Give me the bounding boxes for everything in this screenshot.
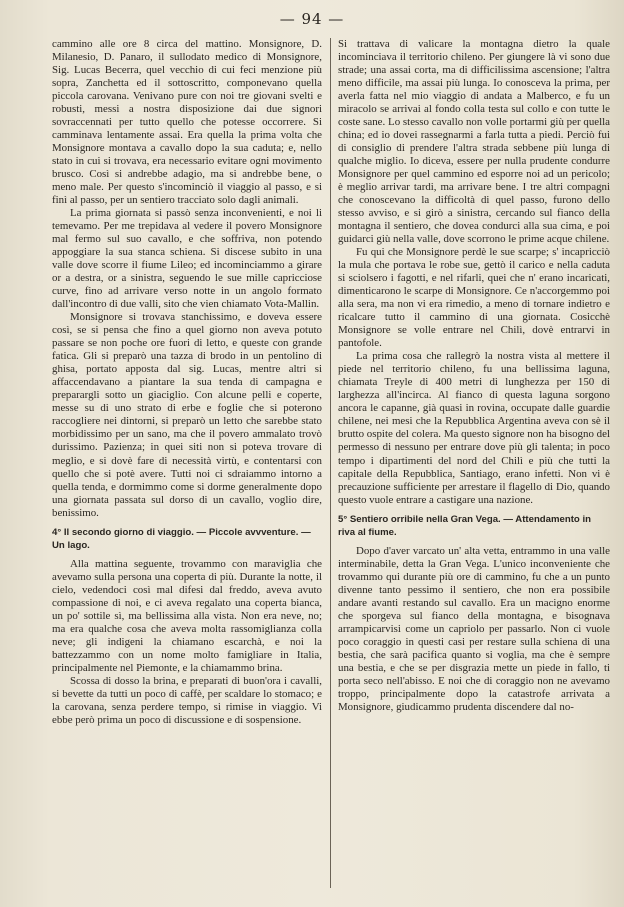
section-heading-4: 4° Il secondo giorno di viaggio. — Piccole avvventure. — Un lago. (52, 526, 311, 551)
paragraph: Monsignore si trovava stanchissimo, e doveva essere così, se si pensa che fino a quel giorno non aveva potuto passare se non poche ore fuori di letto, e queste con grande fatica. Gli si preparò una tazza di brodo in un pentolino di ghisa, portato apposta dal sig. Lucas, mentre altri si affaccendavano a piantare la sua tenda di campagna e preparargli sotto un giaciglio. Con alcune pelli e coperte, messe su di uno strato di erbe e foglie che si poterono raccogliere nei dintorni, si preparò un letto che sarebbe stato morbidissimo per un sano, ma che il povero ammalato trovò durissimo. Pazienza; in quei siti non si poteva trovare di meglio, e si dovè fare di necessità virtù, e contentarsi con quello che si potè avere. Tutti noi ci sdraiammo intorno a quella tenda, e dormimmo come si dorme generalmente dopo una giornata passata sul dorso di un cavallo, voglio dire, benissimo. (52, 311, 322, 519)
paragraph: Alla mattina seguente, trovammo con maraviglia che avevamo sulla persona una coperta di più. Durante la notte, il cielo, vedendoci così mal difesi dal freddo, aveva avuto compassione di noi, e ci aveva regalato una coperta bianca, un po' sottile sì, ma bellissima alla vista. Non era neve, no; ma era qualche cosa che aveva molta rassomiglianza colla neve; gli indigeni la chiamano escarchà, e noi la battezzammo con un nome molto famigliare in Italia, principalmente nel Piemonte, e la chiamammo brina. (52, 557, 322, 674)
paragraph: Fu qui che Monsignore perdè le sue scarpe; s' incapricciò la mula che portava le robe sue, gettò il carico e nella caduta si sciolsero i fagotti, e nel rifarli, quei che n' erano incaricati, dimenticarono le scarpe di Monsignore. Ce n'accorgemmo poi alla sera, ma non vi era rimedio, a meno di tornare indietro e ricalcare tutto il cammino di una giornata. Cosicchè Monsignore se volle entrare nel Chilì, dovè entrarvi in pantofole. (338, 246, 610, 350)
page-number: — 94 — (279, 10, 345, 28)
section-heading-5: 5° Sentiero orribile nella Gran Vega. — Attendamento in riva al fiume. (338, 513, 591, 538)
paragraph: Scossa di dosso la brina, e preparati di buon'ora i cavalli, si bevette da tutti un poco di caffè, per scaldare lo stomaco; e la carovana, senza perdere tempo, si rimise in viaggio. Vi ebbe però prima un poco di discussione e di sospensione. (52, 674, 322, 726)
paragraph: Dopo d'aver varcato un' alta vetta, entrammo in una valle interminabile, detta la Gran Vega. L'unico inconveniente che trovammo qui durante più ore di cammino, fu che a un punto divenne tanto pessimo il sentiero, che non era possibile andare avanti restando sul cavallo. Era un macigno enorme che sporgeva sul fianco della montagna, e bisognava arrampicarvisi come un capriolo per passarlo. Non ci vuole poco coraggio in questi casi per restare sulla schiena di una bestia, che sarà pacifica quanto si voglia, ma che è sempre una bestia, e che se per disgrazia mette un piede in fallo, ti porta seco nell'abisso. E noi che di coraggio non ne avevamo troppo, principalmente dopo la catastrofe arrivata a Monsignore, giudicammo prudenta discendere dal no- (338, 544, 610, 713)
right-column (338, 38, 610, 714)
paragraph: Si trattava di valicare la montagna dietro la quale incominciava il territorio chileno. Per giungere là vi sono due strade; una assai corta, ma di difficilissima ascensione; l'altra meno difficile, ma assai più lunga. Io conosceva la prima, per averla fatta nel mio viaggio di andata a Malberco, e fu un miracolo se arrivai al fondo colla testa sul collo e con tutte le coste sane. Lo stesso cavallo non volle portarmi giù per quella china; ed io dovei rassegnarmi a farla tutta a piedi. Perciò fui di consiglio di prendere l'altra strada sebbene più lunga di qualche miglio. Io diceva, essere per nulla prudente condurre Monsignore per quel cammino ed esporre noi ad un pericolo; è meglio arrivar tardi, ma arrivare bene. I tre altri compagni che conoscevano la difficoltà di quel passo, furono dello stesso avviso, e si girò a sinistra, cercando sul fianco della montagna il sentiero, che dovea condurci alla sua cima, e poi guidarci giù nella valle, dove scorrono le prime acque chilene. (338, 38, 610, 246)
paragraph: La prima cosa che rallegrò la nostra vista al mettere il piede nel territorio chileno, fu una bellissima laguna, chiamata Treyle di 400 metri di lunghezza per 150 di larghezza all'incirca. Al fianco di questa laguna sorgono ancora le capanne, già quasi in rovina, occupate dalle guardie chilene, nei mesi che la Repubblica Argentina aveva con sè il brutto ospite del colera. Ma questo signore non ha bisogno del permesso di nessuno per entrare dove più gli talenta; in poco tempo i dipartimenti del nord del Chilì e più che tutti la capitale della Repubblica, Santiago, erano infetti. Non vi è precauzione sufficiente per arrestare il flagello di Dio, quando questo vuole entrare a castigare una nazione. (338, 350, 610, 506)
paragraph: cammino alle ore 8 circa del mattino. Monsignore, D. Milanesio, D. Panaro, il sullodato medico di Monsignore, Sig. Lucas Becerra, quel vecchio di cui feci menzione più sopra, Zanchetta ed il sottoscritto, componevano quella piccola carovana. Venivano pure con noi tre giovani svelti e robusti, messi a nostra disposizione dai due signori sovraccennati per tutto quello che potesse occorrere. Si camminava lentamente assai. Era quella la prima volta che Monsignore montava a cavallo dopo la sua caduta; e, nello stato in cui si trovava, era necessario evitare ogni movimento brusco. Così si andrebbe adagio, ma si andrebbe bene, o meno male. Per questo s'incominciò il viaggio al passo, e si finì al passo, per un sentiero tracciato solo dagli animali. (52, 38, 322, 207)
column-divider (330, 38, 331, 888)
paragraph: La prima giornata si passò senza inconvenienti, e noi li temevamo. Per me trepidava al vedere il povero Monsignore mal fermo sul suo cavallo, e che soffriva, non potendo appoggiare la sua stanca schiena. Si discese subito in una valle dove scorre il fiume Lileo; ed incominciammo a girare or a destra, or a sinistra, seguendo le sue mille capricciose curve, fino ad arrivare verso notte in un angolo formato dall'incontro di due valli, sito che vien chiamato Vota-Mallin. (52, 207, 322, 311)
left-column (52, 38, 322, 727)
